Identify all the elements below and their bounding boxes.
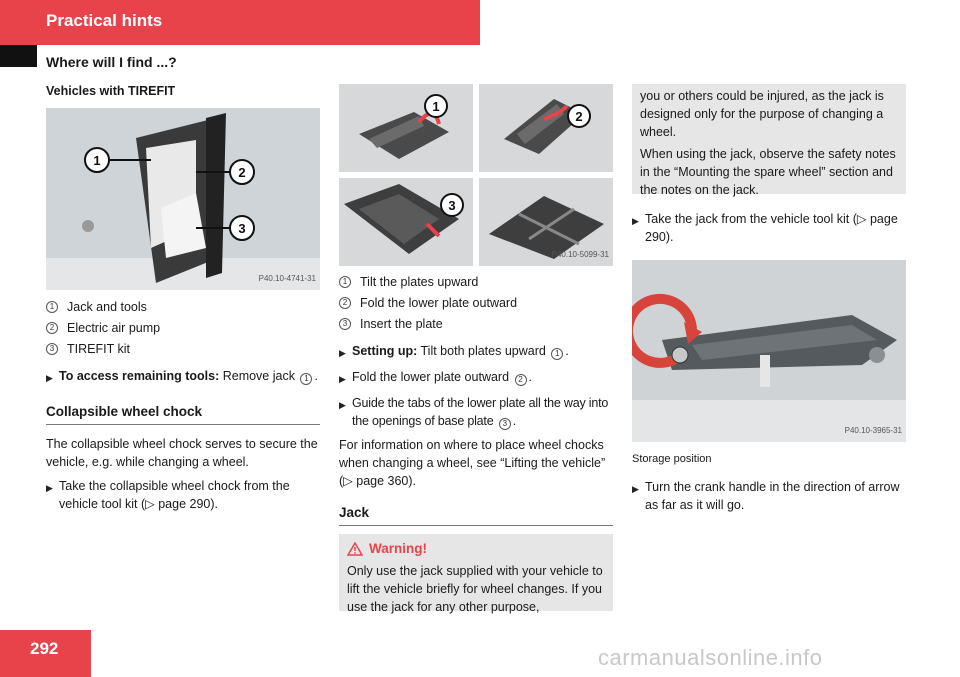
svg-text:3: 3	[238, 221, 246, 236]
svg-text:1: 1	[432, 99, 440, 114]
page-number: 292	[30, 639, 59, 658]
legend-text: TIREFIT kit	[67, 341, 130, 356]
svg-text:2: 2	[238, 165, 246, 180]
figure-code: P40.10-3965-31	[844, 426, 902, 435]
jack-heading: Jack	[339, 504, 613, 526]
header-bar	[0, 0, 480, 45]
step-text: Guide the tabs of the lower plate all the way into the openings of base plate	[352, 396, 609, 428]
instruction-step	[46, 477, 320, 513]
wheel-chock-info: For information on where to place wheel chocks when changing a wheel, see “Lifting the vehicle” (▷ page 360).	[339, 438, 606, 488]
figure-code: P40.10-4741-31	[258, 274, 316, 283]
section-title: Practical hints	[46, 11, 163, 30]
warning-text: When using the jack, observe the safety notes in the “Mounting the spare wheel” section and the notes on the jack.	[640, 147, 896, 197]
figure-caption: Storage position	[632, 453, 712, 465]
callout-number: 1	[551, 348, 563, 360]
column-3	[632, 84, 906, 514]
legend-item	[339, 292, 613, 313]
arrow-bullet-icon: ▶	[339, 400, 346, 410]
legend-list	[339, 271, 613, 334]
callout-number: 3	[499, 418, 511, 430]
callout-number: 1	[339, 276, 351, 288]
arrow-bullet-icon: ▶	[632, 484, 639, 494]
wheel-chock-illustration	[339, 84, 613, 266]
jack-storage-photo	[632, 260, 906, 442]
legend-text: Jack and tools	[67, 299, 147, 314]
trunk-photo	[46, 108, 320, 290]
callout-number: 1	[300, 373, 312, 385]
step-text: Take the jack from the vehicle tool kit (▷ page 290).	[645, 212, 898, 244]
svg-text:3: 3	[448, 198, 456, 213]
column-2	[339, 84, 613, 614]
tirefit-figure	[46, 108, 320, 290]
jack-figure	[632, 260, 906, 442]
instruction-step	[632, 478, 906, 514]
chock-heading: Collapsible wheel chock	[46, 403, 320, 425]
legend-text: Insert the plate	[360, 316, 443, 331]
instruction-step: ▶ Fold the lower plate outward 2 .	[339, 368, 613, 388]
callout-number: 2	[339, 297, 351, 309]
tirefit-heading: Vehicles with TIREFIT	[46, 84, 176, 98]
step-text: Remove jack	[222, 369, 295, 383]
warning-box-continued	[632, 84, 906, 197]
step-label: To access remaining tools:	[59, 369, 220, 383]
step-label: Setting up:	[352, 344, 418, 358]
black-tab-marker	[0, 45, 37, 67]
watermark: carmanualsonline.info	[598, 645, 823, 670]
warning-triangle-icon	[347, 542, 363, 556]
legend-item	[46, 317, 320, 338]
legend-item	[339, 271, 613, 292]
warning-title: Warning!	[369, 541, 427, 556]
legend-text: Electric air pump	[67, 320, 161, 335]
callout-number: 2	[515, 374, 527, 386]
legend-text: Tilt the plates upward	[360, 274, 479, 289]
wheel-chock-figure	[339, 84, 613, 266]
arrow-bullet-icon: ▶	[46, 373, 53, 383]
warning-text: Only use the jack supplied with your vehicle to lift the vehicle briefly for wheel changes. If you use the jack for any other purpose,	[347, 564, 603, 614]
callout-number: 2	[46, 322, 58, 334]
step-text: Turn the crank handle in the direction of arrow as far as it will go.	[645, 480, 900, 512]
instruction-step	[632, 210, 906, 246]
callout-number: 3	[339, 318, 351, 330]
legend-text: Fold the lower plate outward	[360, 295, 518, 310]
warning-box	[339, 534, 613, 614]
legend-item	[46, 338, 320, 359]
instruction-step: ▶ Guide the tabs of the lower plate all the way into the openings of base plate 3 .	[339, 396, 609, 428]
legend-item	[339, 313, 613, 334]
legend-item	[46, 296, 320, 317]
instruction-step: ▶ Setting up: Tilt both plates upward 1 .	[339, 342, 613, 362]
arrow-bullet-icon: ▶	[339, 348, 346, 358]
figure-code: P40.10-5099-31	[551, 250, 609, 259]
step-text: Tilt both plates upward	[420, 344, 546, 358]
arrow-bullet-icon: ▶	[46, 483, 53, 493]
chock-paragraph: The collapsible wheel chock serves to secure the vehicle, e.g. while changing a wheel.	[46, 437, 318, 469]
arrow-bullet-icon: ▶	[339, 374, 346, 384]
svg-text:2: 2	[575, 109, 583, 124]
callout-number: 3	[46, 343, 58, 355]
step-text: Fold the lower plate outward	[352, 370, 510, 384]
svg-text:1: 1	[93, 153, 101, 168]
instruction-step: ▶ To access remaining tools: Remove jack 1 .	[46, 367, 320, 387]
column-1	[46, 82, 320, 513]
legend-list	[46, 296, 320, 359]
callout-number: 1	[46, 301, 58, 313]
page-number-box	[0, 630, 91, 677]
arrow-bullet-icon: ▶	[632, 216, 639, 226]
page-subtitle: Where will I find ...?	[46, 54, 177, 70]
warning-text: you or others could be injured, as the jack is designed only for the purpose of changing a wheel.	[640, 89, 884, 139]
step-text: Take the collapsible wheel chock from the vehicle tool kit (▷ page 290).	[59, 479, 290, 511]
